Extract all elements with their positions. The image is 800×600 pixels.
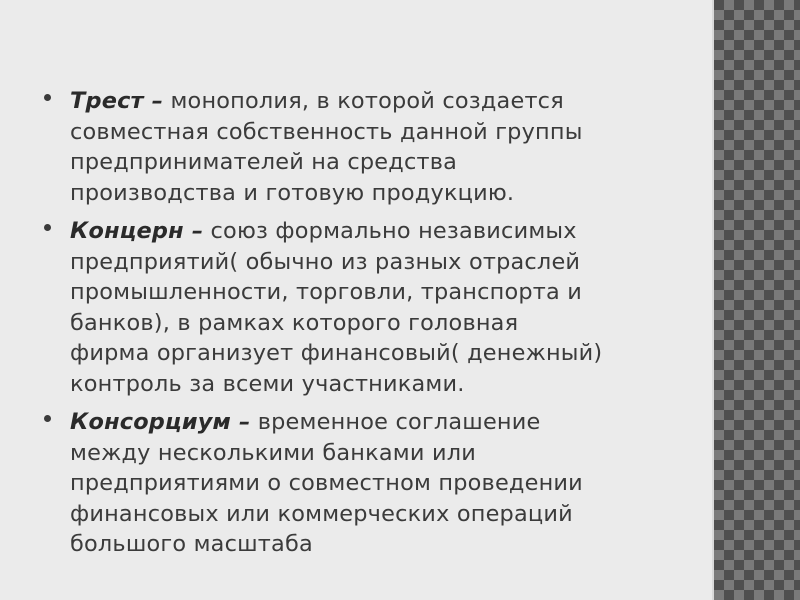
definition-term: Концерн –	[70, 218, 204, 244]
definition-line: между несколькими банками или	[70, 439, 476, 466]
definition-line: предпринимателей на средства	[70, 149, 458, 175]
definition-item-consortium	[44, 407, 694, 560]
definition-line: большого масштаба	[70, 531, 313, 557]
definition-text: союз формально независимых	[203, 218, 577, 244]
definition-line: контроль за всеми участниками.	[70, 370, 465, 397]
definition-line: предприятиями о совместном проведении	[70, 470, 583, 496]
definition-line: промышленности, торговли, транспорта и	[70, 279, 583, 305]
definition-line: производства и готовую продукцию.	[70, 179, 515, 206]
definition-term: Трест –	[70, 88, 164, 114]
definition-list	[44, 86, 694, 568]
definition-term: Консорциум –	[70, 409, 251, 435]
bullet-icon	[44, 224, 51, 231]
definition-line: предприятий( обычно из разных отраслей	[70, 248, 581, 275]
definition-text: временное соглашение	[250, 409, 541, 435]
definition-first-line	[70, 86, 694, 117]
definition-text: монополия, в которой создается	[163, 88, 564, 114]
definition-line: фирма организует финансовый( денежный)	[70, 340, 603, 366]
definition-first-line	[70, 407, 694, 438]
definition-first-line	[70, 216, 694, 247]
definition-item-trust	[44, 86, 694, 208]
definition-line: финансовых или коммерческих операций	[70, 500, 573, 527]
bullet-icon	[44, 415, 51, 422]
bullet-icon	[44, 94, 51, 101]
definition-line: банков), в рамках которого головная	[70, 309, 519, 336]
definition-item-concern	[44, 216, 694, 399]
decorative-pattern-strip	[712, 0, 800, 600]
definition-line: совместная собственность данной группы	[70, 118, 583, 145]
